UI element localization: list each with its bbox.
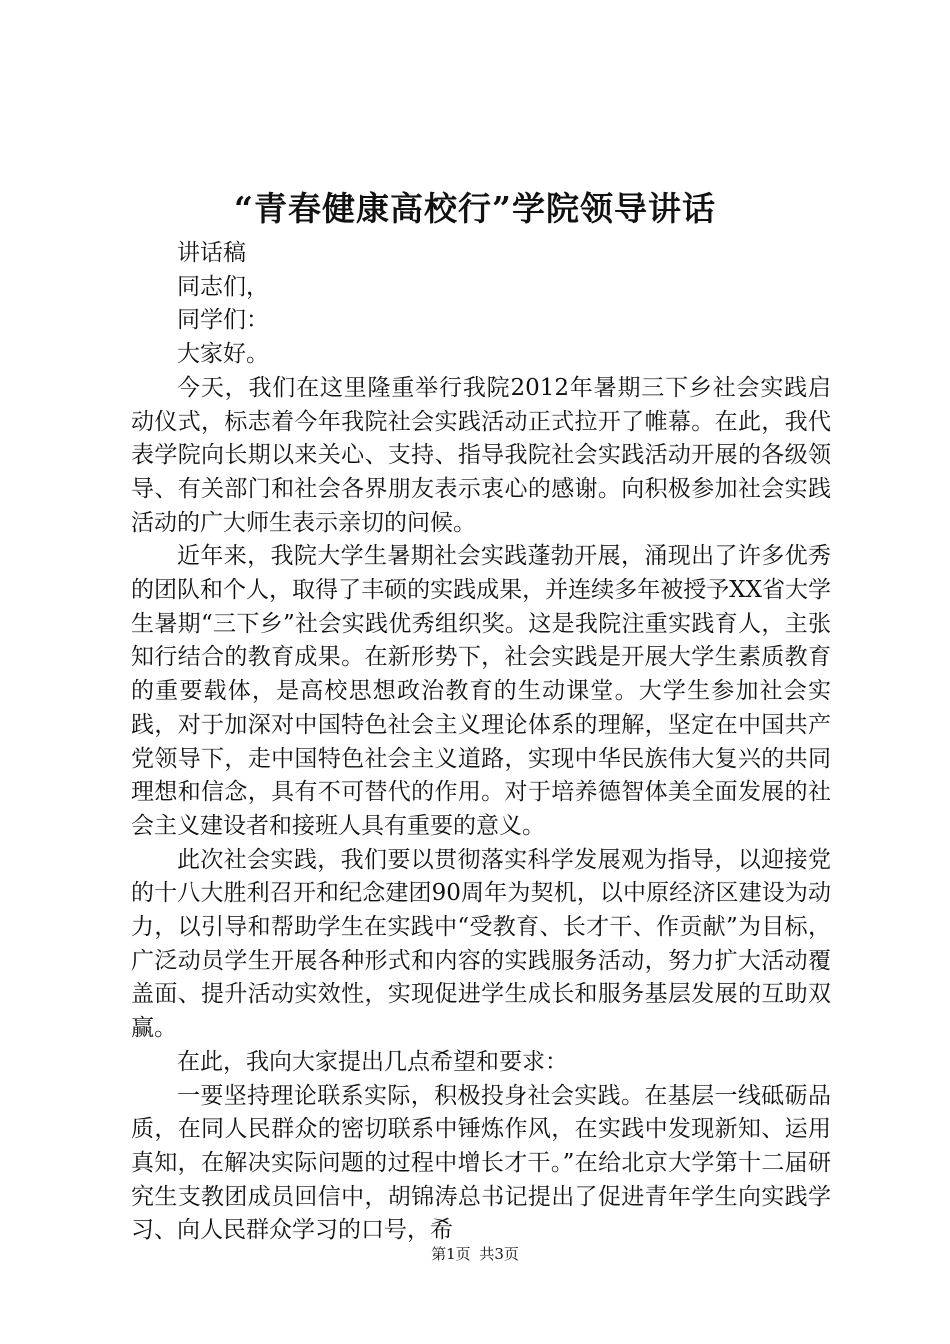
page-total: 共3页 (479, 1245, 519, 1263)
paragraph-salutation-comrades: 同志们， (177, 273, 269, 300)
paragraph-requirements-intro: 在此，我向大家提出几点希望和要求： (177, 1048, 568, 1075)
paragraph-background: 近年来，我院大学生暑期社会实践蓬勃开展，涌现出了许多优秀的团队和个人，取得了丰硕的实践成果，并连续多年被授予XX省大学生暑期“三下乡”社会实践优秀组织奖。这是我院注重实践育人，主张知行结合的教育成果。在新形势下，社会实践是开展大学生素质教育的重要载体，是高校思想政治教育的生动课堂。大学生参加社会实践，对于加深对中国特色社会主义理论体系的理解，坚定在中国共产党领导下，走中国特色社会主义道路，实现中华民族伟大复兴的共同理想和信念，具有不可替代的作用。对于培养德智体美全面发展的社会主义建设者和接班人具有重要的意义。 (131, 543, 831, 839)
paragraph-opening: 今天，我们在这里隆重举行我院2012年暑期三下乡社会实践启动仪式，标志着今年我院社会实践活动正式拉开了帷幕。在此，我代表学院向长期以来关心、支持、指导我院社会实践活动开展的各级领导、有关部门和社会各界朋友表示衷心的感谢。向积极参加社会实践活动的广大师生表示亲切的问候。 (131, 374, 831, 536)
paragraph-goals: 此次社会实践，我们要以贯彻落实科学发展观为指导，以迎接党的十八大胜利召开和纪念建团90周年为契机，以中原经济区建设为动力，以引导和帮助学生在实践中“受教育、长才干、作贡献”为目标，广泛动员学生开展各种形式和内容的实践服务活动，努力扩大活动覆盖面、提升活动实效性，实现促进学生成长和服务基层发展的互助双赢。 (131, 846, 831, 1042)
paragraph-greeting: 大家好。 (177, 341, 269, 368)
page-number: 第1页 (431, 1245, 471, 1263)
paragraph-requirement-one: 一要坚持理论联系实际，积极投身社会实践。在基层一线砥砺品质，在同人民群众的密切联系中锤炼作风，在实践中发现新知、运用真知，在解决实际问题的过程中增长才干。”在给北京大学第十二届研究生支教团成员回信中，胡锦涛总书记提出了促进青年学生向实践学习、向人民群众学习的口号，希 (131, 1082, 831, 1244)
page-footer (0, 1244, 950, 1264)
paragraph-salutation-students: 同学们： (177, 307, 269, 334)
paragraph-heading: 讲话稿 (177, 240, 246, 266)
document-body (131, 237, 831, 1248)
document-title: “青春健康高校行”学院领导讲话 (234, 189, 716, 228)
